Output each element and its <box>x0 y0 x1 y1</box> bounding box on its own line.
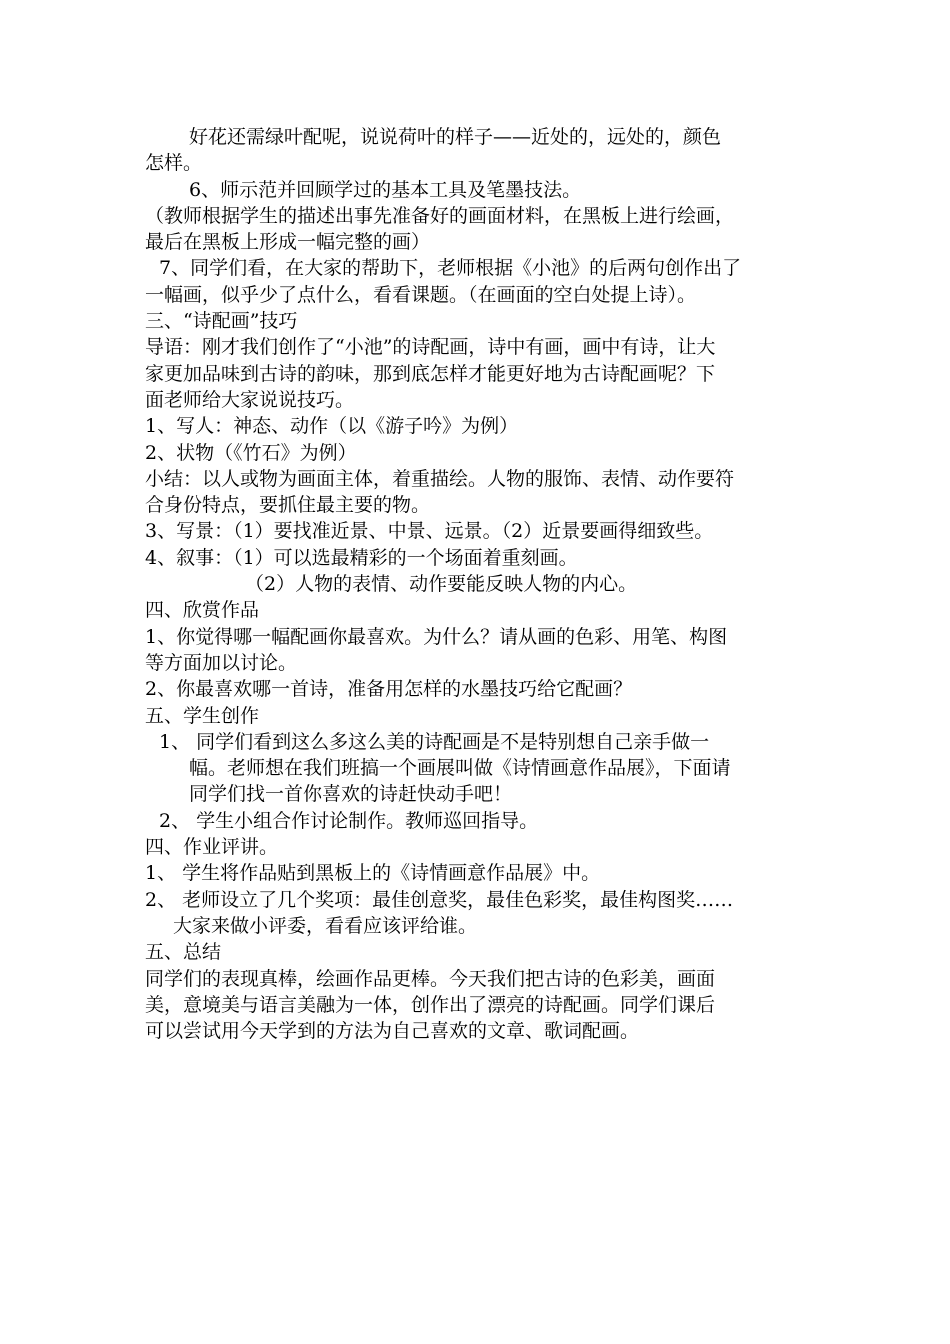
text-line: 2、 学生小组合作讨论制作。教师巡回指导。 <box>159 809 539 832</box>
text-line: 家更加品味到古诗的韵味，那到底怎样才能更好地为古诗配画呢？下 <box>145 362 716 385</box>
text-line: （2）人物的表情、动作要能反映人物的内心。 <box>245 573 638 596</box>
text-line: 1、写人：神态、动作（以《游子吟》为例） <box>145 415 519 438</box>
text-line: 同学们找一首你喜欢的诗赶快动手吧！ <box>189 783 513 806</box>
text-line: 面老师给大家说说技巧。 <box>145 388 355 411</box>
text-line: 合身份特点，要抓住最主要的物。 <box>145 494 431 517</box>
text-line: 美，意境美与语言美融为一体，创作出了漂亮的诗配画。同学们课后 <box>145 993 716 1016</box>
text-line: 五、学生创作 <box>145 704 260 727</box>
document-body <box>145 124 815 1044</box>
text-line: 大家来做小评委，看看应该评给谁。 <box>173 914 478 937</box>
text-line: 小结：以人或物为画面主体，着重描绘。人物的服饰、表情、动作要符 <box>145 467 735 490</box>
text-line: 五、总结 <box>145 941 222 964</box>
text-line: 1、 学生将作品贴到黑板上的《诗情画意作品展》中。 <box>145 862 601 885</box>
text-line: 一幅画，似乎少了点什么，看看课题。（在画面的空白处提上诗）。 <box>145 283 697 306</box>
text-line: 1、 同学们看到这么多这么美的诗配画是不是特别想自己亲手做一 <box>159 730 710 753</box>
text-line: 4、叙事：（1）可以选最精彩的一个场面着重刻画。 <box>145 546 578 569</box>
text-line: 最后在黑板上形成一幅完整的画） <box>145 231 431 254</box>
text-line: 好花还需绿叶配呢，说说荷叶的样子——近处的，远处的，颜色 <box>189 126 722 148</box>
text-line: 1、你觉得哪一幅配画你最喜欢。为什么？请从画的色彩、用笔、构图 <box>145 625 728 648</box>
text-line: 6、师示范并回顾学过的基本工具及笔墨技法。 <box>189 178 582 201</box>
text-line: 可以尝试用今天学到的方法为自己喜欢的文章、歌词配画。 <box>145 1020 640 1043</box>
text-line: 幅。老师想在我们班搞一个画展叫做《诗情画意作品展》，下面请 <box>189 757 731 780</box>
text-line: 怎样。 <box>145 152 203 175</box>
text-line: 四、欣赏作品 <box>145 599 260 622</box>
text-line: 四、作业评讲。 <box>145 836 279 859</box>
text-line: 2、你最喜欢哪一首诗，准备用怎样的水墨技巧给它配画？ <box>145 678 633 701</box>
text-line: 2、 老师设立了几个奖项：最佳创意奖，最佳色彩奖，最佳构图奖…… <box>145 888 734 911</box>
text-line: 3、写景：（1）要找准近景、中景、远景。（2）近景要画得细致些。 <box>145 520 714 543</box>
text-line: 导语：刚才我们创作了“小池”的诗配画，诗中有画，画中有诗，让大 <box>145 336 716 359</box>
text-line: 等方面加以讨论。 <box>145 651 298 674</box>
text-line: （教师根据学生的描述出事先准备好的画面材料，在黑板上进行绘画， <box>145 204 735 227</box>
text-line: 同学们的表现真棒，绘画作品更棒。今天我们把古诗的色彩美，画面 <box>145 967 716 990</box>
text-line: 2、状物（《竹石》为例） <box>145 441 357 464</box>
text-line: 三、“诗配画”技巧 <box>145 310 298 333</box>
text-line: 7、同学们看，在大家的帮助下，老师根据《小池》的后两句创作出了 <box>159 257 742 280</box>
